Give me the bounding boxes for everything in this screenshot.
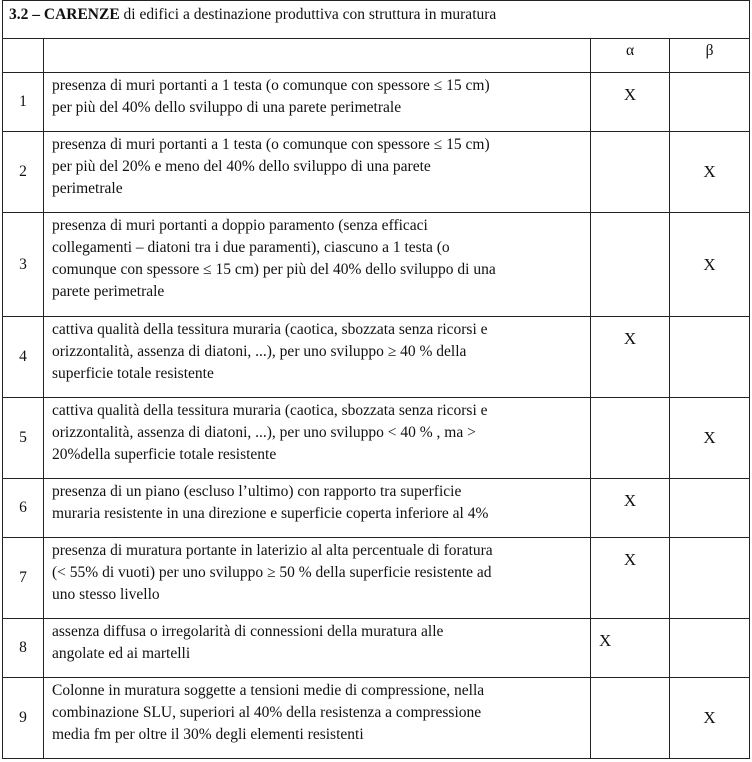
beta-mark [670, 619, 750, 678]
description-line: angolate ed ai martelli [52, 645, 191, 662]
description-line: cattiva qualità della tessitura muraria (caotica, sbozzata senza ricorsi e [52, 402, 488, 419]
table-row [3, 317, 750, 398]
row-number: 4 [3, 317, 44, 398]
row-description [44, 678, 591, 759]
alpha-mark: X [591, 619, 670, 678]
description-line: per più del 20% e meno del 40% dello sviluppo di una parete [52, 158, 431, 175]
description-line: media fm per oltre il 30% degli elementi resistenti [52, 726, 364, 743]
table-row [3, 678, 750, 759]
description-line: uno stesso livello [52, 586, 160, 603]
description-line: collegamenti – diatoni tra i due paramenti), ciascuno a 1 testa (o [52, 239, 450, 256]
header-num-cell [3, 39, 44, 73]
beta-mark: X [670, 132, 750, 213]
row-description [44, 479, 591, 538]
beta-mark: X [670, 398, 750, 479]
alpha-mark: X [591, 538, 670, 619]
description-line: parete perimetrale [52, 283, 165, 300]
header-row [3, 39, 750, 73]
row-description [44, 213, 591, 317]
header-alpha: α [591, 39, 670, 73]
table-row [3, 619, 750, 678]
beta-mark [670, 479, 750, 538]
alpha-mark [591, 132, 670, 213]
description-line: per più del 40% dello sviluppo di una parete perimetrale [52, 99, 402, 116]
description-line: presenza di muri portanti a 1 testa (o comunque con spessore ≤ 15 cm) [52, 77, 490, 94]
beta-mark [670, 73, 750, 132]
alpha-mark: X [591, 479, 670, 538]
table-row [3, 73, 750, 132]
title-row [3, 1, 750, 39]
row-number: 2 [3, 132, 44, 213]
alpha-mark [591, 213, 670, 317]
description-line: 20%della superficie totale resistente [52, 446, 277, 463]
description-line: muraria resistente in una direzione e superficie coperta inferiore al 4% [52, 505, 489, 522]
carenze-table [2, 0, 750, 759]
row-number: 7 [3, 538, 44, 619]
beta-mark [670, 538, 750, 619]
alpha-mark [591, 678, 670, 759]
beta-mark [670, 317, 750, 398]
description-line: assenza diffusa o irregolarità di connessioni della muratura alle [52, 623, 444, 640]
description-line: cattiva qualità della tessitura muraria (caotica, sbozzata senza ricorsi e [52, 321, 488, 338]
description-line: presenza di muratura portante in laterizio al alta percentuale di foratura [52, 542, 493, 559]
title-heading: CARENZE [43, 6, 120, 23]
carenze-table-container [2, 0, 749, 759]
description-line: superficie totale resistente [52, 365, 214, 382]
table-title [3, 1, 750, 39]
description-line: (< 55% di vuoti) per uno sviluppo ≥ 50 % della superficie resistente ad [52, 564, 492, 581]
beta-mark: X [670, 213, 750, 317]
row-description [44, 398, 591, 479]
row-number: 9 [3, 678, 44, 759]
description-line: orizzontalità, assenza di diatoni, ...), per uno sviluppo ≥ 40 % della [52, 343, 467, 360]
row-number: 8 [3, 619, 44, 678]
table-row [3, 398, 750, 479]
header-beta: β [670, 39, 750, 73]
table-row [3, 479, 750, 538]
row-number: 1 [3, 73, 44, 132]
row-number: 6 [3, 479, 44, 538]
table-row [3, 132, 750, 213]
description-line: presenza di un piano (escluso l’ultimo) con rapporto tra superficie [52, 483, 462, 500]
description-line: presenza di muri portanti a 1 testa (o comunque con spessore ≤ 15 cm) [52, 136, 490, 153]
row-description [44, 619, 591, 678]
row-description [44, 538, 591, 619]
alpha-mark: X [591, 317, 670, 398]
header-desc-cell [44, 39, 591, 73]
description-line: Colonne in muratura soggette a tensioni medie di compressione, nella [52, 682, 485, 699]
description-line: combinazione SLU, superiori al 40% della resistenza a compressione [52, 704, 482, 721]
beta-mark: X [670, 678, 750, 759]
row-description [44, 73, 591, 132]
row-description [44, 132, 591, 213]
row-number: 5 [3, 398, 44, 479]
description-line: comunque con spessore ≤ 15 cm) per più del 40% dello sviluppo di una [52, 261, 496, 278]
row-number: 3 [3, 213, 44, 317]
table-row [3, 538, 750, 619]
alpha-mark [591, 398, 670, 479]
alpha-mark: X [591, 73, 670, 132]
description-line: perimetrale [52, 180, 123, 197]
description-line: presenza di muri portanti a doppio paramento (senza efficaci [52, 217, 428, 234]
table-row [3, 213, 750, 317]
row-description [44, 317, 591, 398]
description-line: orizzontalità, assenza di diatoni, ...), per uno sviluppo < 40 % , ma > [52, 424, 476, 441]
title-number: 3.2 – [9, 6, 40, 23]
title-rest: di edifici a destinazione produttiva con struttura in muratura [123, 6, 497, 23]
